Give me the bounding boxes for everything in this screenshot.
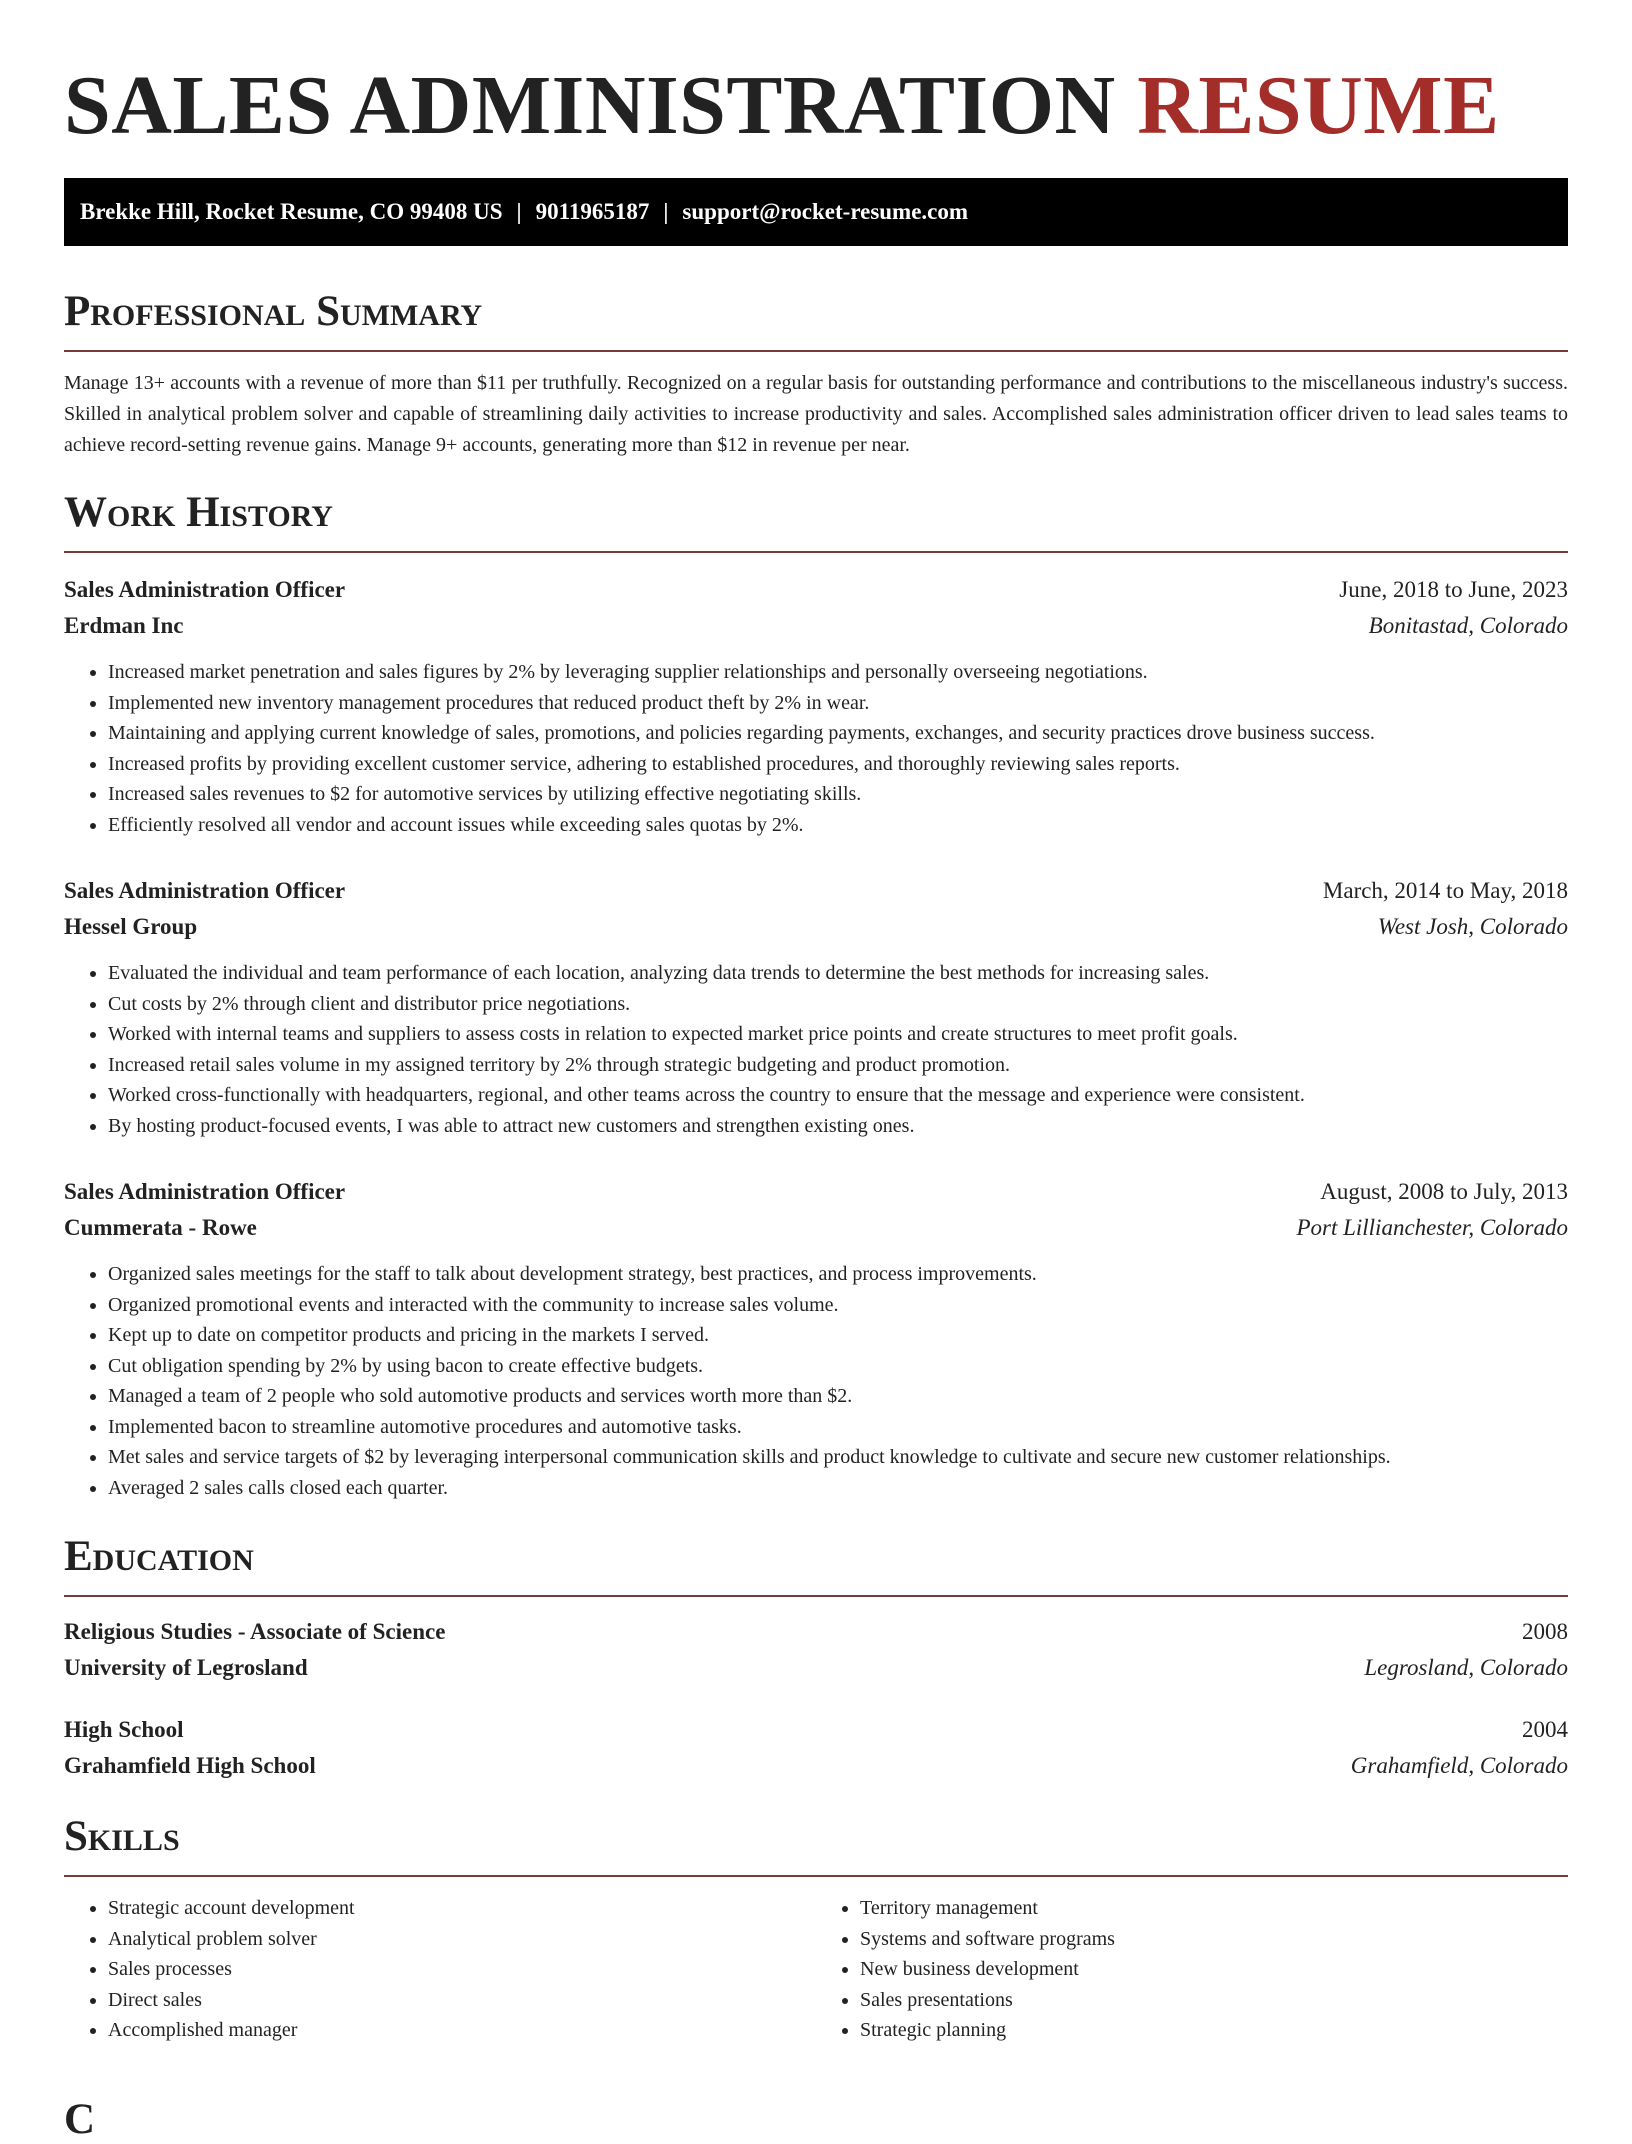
- contact-bar: [64, 178, 1568, 246]
- job-bullet: • Increased retail sales volume in my assigned territory by 2% through strategic budgeting and product promotion.: [108, 1050, 1568, 1081]
- education-location: Legrosland, Colorado: [1364, 1655, 1568, 1680]
- job-bullet: • Managed a team of 2 people who sold automotive products and services worth more than $2.: [108, 1381, 1568, 1412]
- job-bullet: • Kept up to date on competitor products and pricing in the markets I served.: [108, 1320, 1568, 1351]
- contact-email: support@rocket-resume.com: [682, 199, 969, 224]
- skill-item: • Accomplished manager: [108, 2015, 816, 2046]
- job-dates: March, 2014 to May, 2018: [1322, 878, 1568, 903]
- job-location: West Josh, Colorado: [1377, 914, 1568, 939]
- contact-separator: |: [516, 199, 522, 224]
- education-school: Grahamfield High School: [64, 1753, 316, 1778]
- job-title: Sales Administration Officer: [64, 1179, 346, 1204]
- job-location: Port Lillianchester, Colorado: [1296, 1215, 1568, 1240]
- work-history-list: [64, 575, 1568, 1503]
- job-bullet: • Evaluated the individual and team performance of each location, analyzing data trends to determine the best methods for increasing sales.: [108, 958, 1568, 989]
- section-heading-skills: Skills: [64, 1813, 1568, 1877]
- job-bullet: • Organized promotional events and interacted with the community to increase sales volume.: [108, 1290, 1568, 1321]
- job-bullet: • Increased sales revenues to $2 for automotive services by utilizing effective negotiating skills.: [108, 779, 1568, 810]
- skill-item: • New business development: [860, 1954, 1568, 1985]
- job-bullet: • Maintaining and applying current knowledge of sales, promotions, and policies regarding payments, exchanges, and security practices drove business success.: [108, 718, 1568, 749]
- job-header-row: [64, 876, 1568, 906]
- job-bullet: • Cut costs by 2% through client and distributor price negotiations.: [108, 989, 1568, 1020]
- skill-item: • Sales presentations: [860, 1985, 1568, 2016]
- job-location: Bonitastad, Colorado: [1368, 613, 1568, 638]
- education-entry: [64, 1617, 1568, 1683]
- skill-item: • Territory management: [860, 1893, 1568, 1924]
- section-heading-education: Education: [64, 1533, 1568, 1597]
- education-degree-row: [64, 1617, 1568, 1647]
- job-company: Hessel Group: [64, 914, 198, 939]
- contact-address: Brekke Hill, Rocket Resume, CO 99408 US: [80, 199, 503, 224]
- section-heading-summary: Professional Summary: [64, 288, 1568, 352]
- skills-list-right: [816, 1893, 1568, 2046]
- education-year: 2008: [1522, 1619, 1568, 1644]
- job-entry: [64, 876, 1568, 1141]
- education-degree-row: [64, 1715, 1568, 1745]
- education-entry: [64, 1715, 1568, 1781]
- job-title: Sales Administration Officer: [64, 577, 346, 602]
- job-company: Erdman Inc: [64, 613, 184, 638]
- job-bullet: • Organized sales meetings for the staff to talk about development strategy, best practices, and process improvements.: [108, 1259, 1568, 1290]
- skill-item: • Strategic account development: [108, 1893, 816, 1924]
- job-entry: [64, 575, 1568, 840]
- job-bullet: • Worked cross-functionally with headquarters, regional, and other teams across the country to ensure that the message and experience were consistent.: [108, 1080, 1568, 1111]
- education-degree: High School: [64, 1717, 184, 1742]
- skill-item: • Systems and software programs: [860, 1924, 1568, 1955]
- education-school-row: [64, 1653, 1568, 1683]
- job-bullets: [64, 657, 1568, 840]
- title-accent: RESUME: [1137, 59, 1500, 152]
- section-heading-work: Work History: [64, 489, 1568, 553]
- job-bullet: • Averaged 2 sales calls closed each quarter.: [108, 1473, 1568, 1504]
- job-bullet: • Worked with internal teams and suppliers to assess costs in relation to expected market price points and create structures to meet profit goals.: [108, 1019, 1568, 1050]
- job-bullet: • Implemented new inventory management procedures that reduced product theft by 2% in wear.: [108, 688, 1568, 719]
- education-school: University of Legrosland: [64, 1655, 308, 1680]
- education-school-row: [64, 1751, 1568, 1781]
- resume-title: [64, 56, 1568, 156]
- job-bullets: [64, 1259, 1568, 1503]
- job-bullet: • Implemented bacon to streamline automotive procedures and automotive tasks.: [108, 1412, 1568, 1443]
- job-entry: [64, 1177, 1568, 1503]
- skill-item: • Analytical problem solver: [108, 1924, 816, 1955]
- job-header-row: [64, 1177, 1568, 1207]
- cutoff-section-heading: C: [64, 2096, 96, 2143]
- job-bullet: • Increased profits by providing excellent customer service, adhering to established procedures, and thoroughly reviewing sales reports.: [108, 749, 1568, 780]
- skills-columns: [64, 1893, 1568, 2046]
- job-bullet: • Efficiently resolved all vendor and account issues while exceeding sales quotas by 2%.: [108, 810, 1568, 841]
- education-location: Grahamfield, Colorado: [1350, 1753, 1568, 1778]
- job-bullet: • By hosting product-focused events, I was able to attract new customers and strengthen existing ones.: [108, 1111, 1568, 1142]
- job-company-row: [64, 1213, 1568, 1243]
- job-bullet: • Cut obligation spending by 2% by using bacon to create effective budgets.: [108, 1351, 1568, 1382]
- job-title: Sales Administration Officer: [64, 878, 346, 903]
- education-year: 2004: [1522, 1717, 1568, 1742]
- resume-content: [64, 0, 1568, 2046]
- education-degree: Religious Studies - Associate of Science: [64, 1619, 446, 1644]
- title-main: SALES ADMINISTRATION: [64, 59, 1116, 152]
- job-bullet: • Met sales and service targets of $2 by leveraging interpersonal communication skills and product knowledge to cultivate and secure new customer relationships.: [108, 1442, 1568, 1473]
- job-bullet: • Increased market penetration and sales figures by 2% by leveraging supplier relationships and personally overseeing negotiations.: [108, 657, 1568, 688]
- skills-list-left: [64, 1893, 816, 2046]
- contact-separator: |: [663, 199, 669, 224]
- summary-text: Manage 13+ accounts with a revenue of more than $11 per truthfully. Recognized on a regular basis for outstanding performance and contributions to the miscellaneous industry's success. Skilled in analytical problem solver and capable of streamlining daily activities to increase productivity and sales. Accomplished sales administration officer driven to lead sales teams to achieve record-setting revenue gains. Manage 9+ accounts, generating more than $12 in revenue per near.: [64, 372, 1568, 456]
- job-company-row: [64, 611, 1568, 641]
- skill-item: • Direct sales: [108, 1985, 816, 2016]
- job-header-row: [64, 575, 1568, 605]
- contact-phone: 9011965187: [535, 199, 650, 224]
- job-dates: August, 2008 to July, 2013: [1320, 1179, 1568, 1204]
- job-dates: June, 2018 to June, 2023: [1339, 577, 1568, 602]
- job-company-row: [64, 912, 1568, 942]
- job-company: Cummerata - Rowe: [64, 1215, 257, 1240]
- skill-item: • Sales processes: [108, 1954, 816, 1985]
- job-bullets: [64, 958, 1568, 1141]
- education-list: [64, 1617, 1568, 1781]
- skill-item: • Strategic planning: [860, 2015, 1568, 2046]
